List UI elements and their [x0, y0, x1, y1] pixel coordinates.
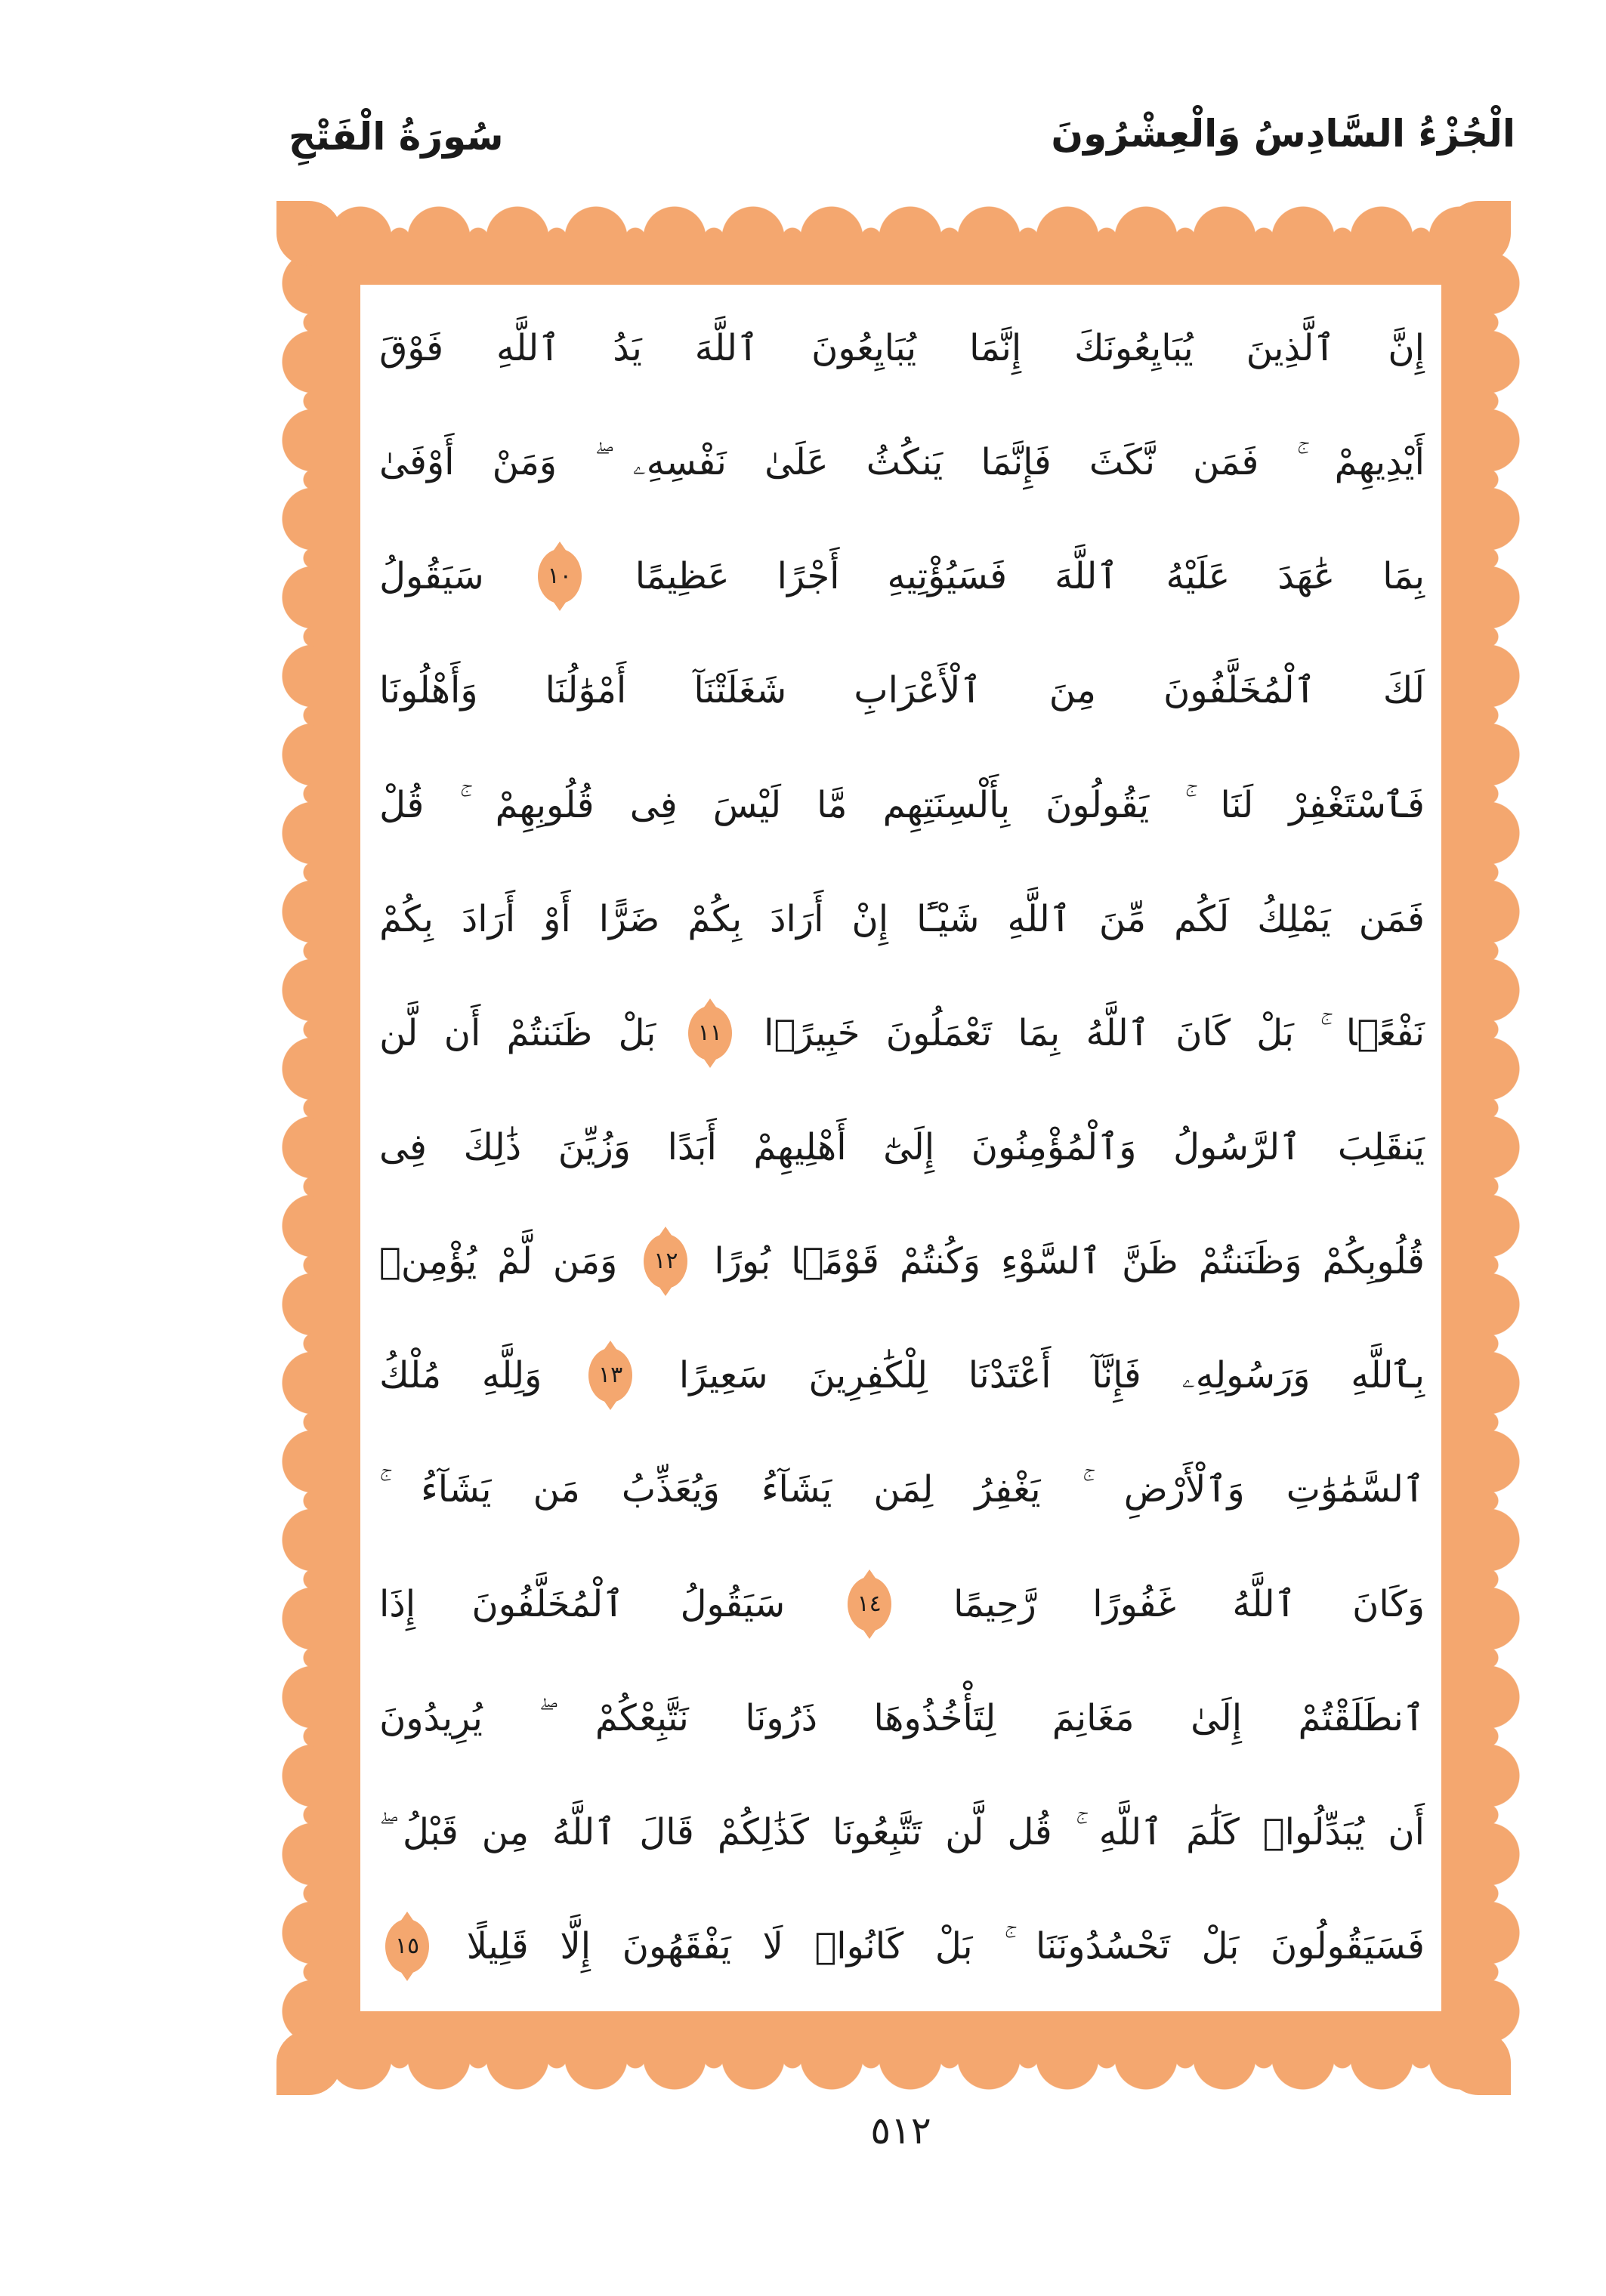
quran-word: وَظَنَنتُمْ: [1198, 1240, 1302, 1283]
verse-number: ١١: [697, 1019, 722, 1046]
quran-word: وَأَهْلُونَا: [379, 669, 478, 712]
quran-word: أَعْتَدْنَا: [968, 1354, 1052, 1397]
quran-word: ذَرُونَا: [745, 1696, 818, 1739]
quran-word: إِلَّا: [560, 1924, 591, 1967]
quran-word: فِى: [629, 783, 678, 826]
quran-word: أَرَادَ: [461, 897, 516, 940]
quran-line: [379, 407, 1425, 517]
quran-word: فَٱسْتَغْفِرْ: [1289, 783, 1425, 826]
quran-word: إِنَّمَا: [969, 327, 1022, 369]
quran-word: مِّنَ: [1098, 897, 1147, 940]
verse-number: ١٠: [547, 563, 572, 590]
quran-text-block: [379, 293, 1425, 2001]
quran-line: [379, 293, 1425, 403]
quran-word: مِن: [481, 1810, 530, 1853]
quran-word: يُؤْمِنۢ: [379, 1240, 477, 1283]
quran-word: أَوْفَىٰ: [379, 441, 455, 484]
quran-word: وَمَنْ: [492, 441, 557, 484]
verse-marker: [538, 549, 582, 603]
quran-word: لَيْسَ: [712, 783, 782, 826]
quran-word: تَحْسُدُونَنَا: [1035, 1924, 1170, 1967]
quran-word: ظَنَّ: [1121, 1240, 1178, 1283]
frame-scallop-bottom-border: [321, 2058, 1481, 2094]
quran-word: كَانَ: [1175, 1011, 1231, 1054]
quran-word: يُبَايِعُونَكَ: [1074, 327, 1194, 369]
verse-marker: [688, 1006, 732, 1060]
frame-scallop-top-border: [321, 202, 1481, 238]
quran-word: ٱللَّهِ: [1007, 897, 1071, 940]
verse-number: ١٤: [857, 1590, 882, 1617]
quran-word: إِذَا: [379, 1582, 416, 1625]
quran-word: بَلْ: [934, 1924, 973, 1967]
quran-word: ٱلَّذِينَ: [1246, 327, 1336, 369]
quran-line: [379, 750, 1425, 860]
quran-word: بِمَا: [1382, 555, 1425, 598]
quran-word: أَن: [443, 1011, 481, 1054]
quran-word: مِنَ: [1049, 669, 1096, 712]
verse-marker: [588, 1348, 632, 1403]
quran-word: نَفْسِهِۦ: [632, 441, 727, 484]
quran-word: ٱللَّهُ: [552, 1810, 616, 1853]
quran-word: فِى: [379, 1125, 427, 1168]
quran-word: غَفُورًا: [1092, 1582, 1176, 1625]
frame-scallop-left-border: [277, 244, 313, 2052]
quran-word: ٱللَّهُ: [1232, 1582, 1296, 1625]
quran-word: وَكُنتُمْ: [900, 1240, 981, 1283]
quran-word: عَظِيمًا: [635, 555, 730, 598]
quran-word: خَبِيرًۢا: [764, 1011, 860, 1054]
quran-word: سَيَقُولُ: [379, 555, 484, 598]
quran-word: ٱللَّهِ: [1098, 1810, 1163, 1853]
verse-number: ١٥: [394, 1932, 420, 1959]
quran-word: سَعِيرًا: [678, 1354, 768, 1397]
verse-number: ١٢: [653, 1248, 678, 1275]
verse-marker: [644, 1234, 687, 1288]
quran-line: [379, 864, 1425, 974]
quran-word: بِمَا: [1018, 1011, 1061, 1054]
quran-word: إِنْ: [851, 897, 889, 940]
quran-word: يَشَآءُ: [761, 1468, 832, 1511]
quran-word: قُلْ: [379, 783, 425, 826]
quran-word: ٱللَّهَ: [1055, 555, 1119, 598]
quran-word: أَبَدًا: [667, 1125, 717, 1168]
quran-word: لَا: [762, 1924, 783, 1967]
quran-word: يُبَدِّلُوا۟: [1262, 1810, 1365, 1853]
quran-word: بَلْ: [1256, 1011, 1295, 1054]
quran-word: ٱلسَّوْءِ: [1000, 1240, 1101, 1283]
quran-word: إِلَىٰٓ: [883, 1125, 935, 1168]
quran-word: فَمَن: [1358, 897, 1425, 940]
quran-word: فَإِنَّآ: [1092, 1354, 1141, 1397]
quran-word: لَكَ: [1382, 669, 1425, 712]
quran-word: لَكُم: [1174, 897, 1230, 940]
quran-word: يَشَآءُ: [421, 1468, 492, 1511]
quran-word: ٱلرَّسُولُ: [1173, 1125, 1302, 1168]
quran-word: وَكَانَ: [1352, 1582, 1425, 1625]
quran-word: رَّحِيمًا: [953, 1582, 1036, 1625]
quran-word: إِلَىٰ: [1191, 1696, 1243, 1739]
quran-word: وَٱلْمُؤْمِنُونَ: [971, 1125, 1137, 1168]
quran-word: بُورًا: [714, 1240, 771, 1283]
verse-number: ١٣: [598, 1362, 623, 1389]
quran-word: قَلِيلًا: [466, 1924, 529, 1967]
quran-word: تَعْمَلُونَ: [885, 1011, 992, 1054]
quran-word: أَمْوَٰلُنَا: [545, 669, 627, 712]
quran-word: وَزُيِّنَ: [557, 1125, 631, 1168]
quran-word: ظَنَنتُمْ: [506, 1011, 593, 1054]
quran-word: بِٱللَّهِ: [1351, 1354, 1425, 1397]
frame-scallop-right-border: [1488, 244, 1524, 2052]
quran-word: ٱلْمُخَلَّفُونَ: [1163, 669, 1316, 712]
quran-word: لِمَن: [873, 1468, 934, 1511]
quran-word: لِتَأْخُذُوهَا: [873, 1696, 996, 1739]
quran-word: وَلِلَّهِ: [481, 1354, 542, 1397]
quran-word: قُل: [1007, 1810, 1052, 1853]
quran-word: وَٱلْأَرْضِ: [1123, 1468, 1245, 1511]
quran-word: أَجْرًا: [777, 555, 840, 598]
quran-word: لَّن: [379, 1011, 418, 1054]
quran-word: فَسَيَقُولُونَ: [1271, 1924, 1425, 1967]
quran-word: ٱلْمُخَلَّفُونَ: [471, 1582, 625, 1625]
quran-word: شَيْـًٔا: [916, 897, 980, 940]
quran-word: عَلَيْهُ: [1166, 555, 1231, 598]
quran-word: تَتَّبِعُونَا: [832, 1810, 922, 1853]
quran-line: [379, 521, 1425, 631]
quran-word: مَن: [533, 1468, 580, 1511]
quran-line: [379, 1891, 1425, 2001]
quran-line: [379, 635, 1425, 745]
quran-line: [379, 1663, 1425, 1773]
quran-word: يَنقَلِبَ: [1337, 1125, 1425, 1168]
quran-word: سَيَقُولُ: [680, 1582, 786, 1625]
quran-word: يَنكُثُ: [866, 441, 944, 484]
quran-line: [379, 978, 1425, 1088]
quran-word: إِنَّ: [1388, 327, 1425, 369]
quran-word: وَمَن: [552, 1240, 618, 1283]
quran-word: يُرِيدُونَ: [379, 1696, 483, 1739]
quran-word: قَوْمًۢا: [791, 1240, 879, 1283]
quran-word: ٱللَّهُ: [1086, 1011, 1150, 1054]
quran-word: شَغَلَتْنَآ: [693, 669, 787, 712]
quran-word: قُلُوبِكُمْ: [1322, 1240, 1425, 1283]
quran-word: بَلْ: [1201, 1924, 1240, 1967]
quran-word: فَمَن: [1193, 441, 1259, 484]
quran-word: ضَرًّا: [598, 897, 660, 940]
quran-word: قُلُوبِهِمْ: [495, 783, 595, 826]
quran-word: مُلْكُ: [379, 1354, 442, 1397]
quran-word: كَلَٰمَ: [1186, 1810, 1240, 1853]
verse-marker: [848, 1577, 891, 1631]
quran-word: أَن: [1388, 1810, 1425, 1853]
quran-line: [379, 1549, 1425, 1659]
quran-word: لَّمْ: [497, 1240, 533, 1283]
quran-word: مَّا: [817, 783, 848, 826]
quran-line: [379, 1320, 1425, 1430]
quran-word: قَبْلُ: [403, 1810, 459, 1853]
quran-word: عَلَىٰ: [764, 441, 829, 484]
quran-word: أَيْدِيهِمْ: [1334, 441, 1425, 484]
quran-word: بِكُمْ: [379, 897, 434, 940]
quran-word: مَغَانِمَ: [1052, 1696, 1135, 1739]
verse-marker: [385, 1919, 429, 1974]
juz-header: الْجُزْءُ السَّادِسُ وَالْعِشْرُونَ: [1051, 112, 1515, 156]
quran-word: لَّن: [945, 1810, 984, 1853]
quran-word: كَذَٰلِكُمْ: [717, 1810, 809, 1853]
quran-word: يَدُ: [613, 327, 642, 369]
quran-line: [379, 1777, 1425, 1887]
quran-word: وَرَسُولِهِۦ: [1181, 1354, 1311, 1397]
quran-word: ذَٰلِكَ: [463, 1125, 522, 1168]
quran-word: فَسَيُؤْتِيهِ: [887, 555, 1008, 598]
quran-word: بَلْ: [618, 1011, 656, 1054]
quran-word: فَوْقَ: [379, 327, 444, 369]
quran-word: فَإِنَّمَا: [981, 441, 1052, 484]
quran-word: ٱنطَلَقْتُمْ: [1298, 1696, 1425, 1739]
quran-line: [379, 1206, 1425, 1316]
quran-word: يَغْفِرُ: [974, 1468, 1041, 1511]
quran-word: يَقُولُونَ: [1045, 783, 1150, 826]
quran-word: أَوْ: [543, 897, 571, 940]
quran-word: عَٰهَدَ: [1277, 555, 1336, 598]
quran-word: نَّكَثَ: [1089, 441, 1155, 484]
quran-word: قَالَ: [639, 1810, 694, 1853]
quran-word: ٱلْأَعْرَابِ: [854, 669, 982, 712]
quran-word: بِأَلْسِنَتِهِم: [882, 783, 1011, 826]
quran-line: [379, 1092, 1425, 1202]
quran-word: يَمْلِكُ: [1257, 897, 1331, 940]
quran-word: أَرَادَ: [770, 897, 824, 940]
quran-line: [379, 1434, 1425, 1545]
surah-header: سُورَةُ الْفَتْحِ: [289, 115, 504, 159]
quran-word: ٱللَّهَ: [694, 327, 759, 369]
quran-word: لِلْكَٰفِرِينَ: [808, 1354, 928, 1397]
quran-word: يُبَايِعُونَ: [811, 327, 917, 369]
quran-word: ٱلسَّمَٰوَٰتِ: [1286, 1468, 1425, 1511]
quran-word: نَتَّبِعْكُمْ: [595, 1696, 689, 1739]
quran-word: لَنَا: [1220, 783, 1254, 826]
quran-word: أَهْلِيهِمْ: [753, 1125, 847, 1168]
page-number: ٥١٢: [870, 2109, 931, 2152]
quran-word: بِكُمْ: [687, 897, 743, 940]
quran-word: نَفْعًۢا: [1345, 1011, 1425, 1054]
quran-word: ٱللَّهِ: [496, 327, 561, 369]
quran-word: وَيُعَذِّبُ: [621, 1468, 720, 1511]
quran-word: يَفْقَهُونَ: [622, 1924, 731, 1967]
quran-word: كَانُوا۟: [814, 1924, 904, 1967]
